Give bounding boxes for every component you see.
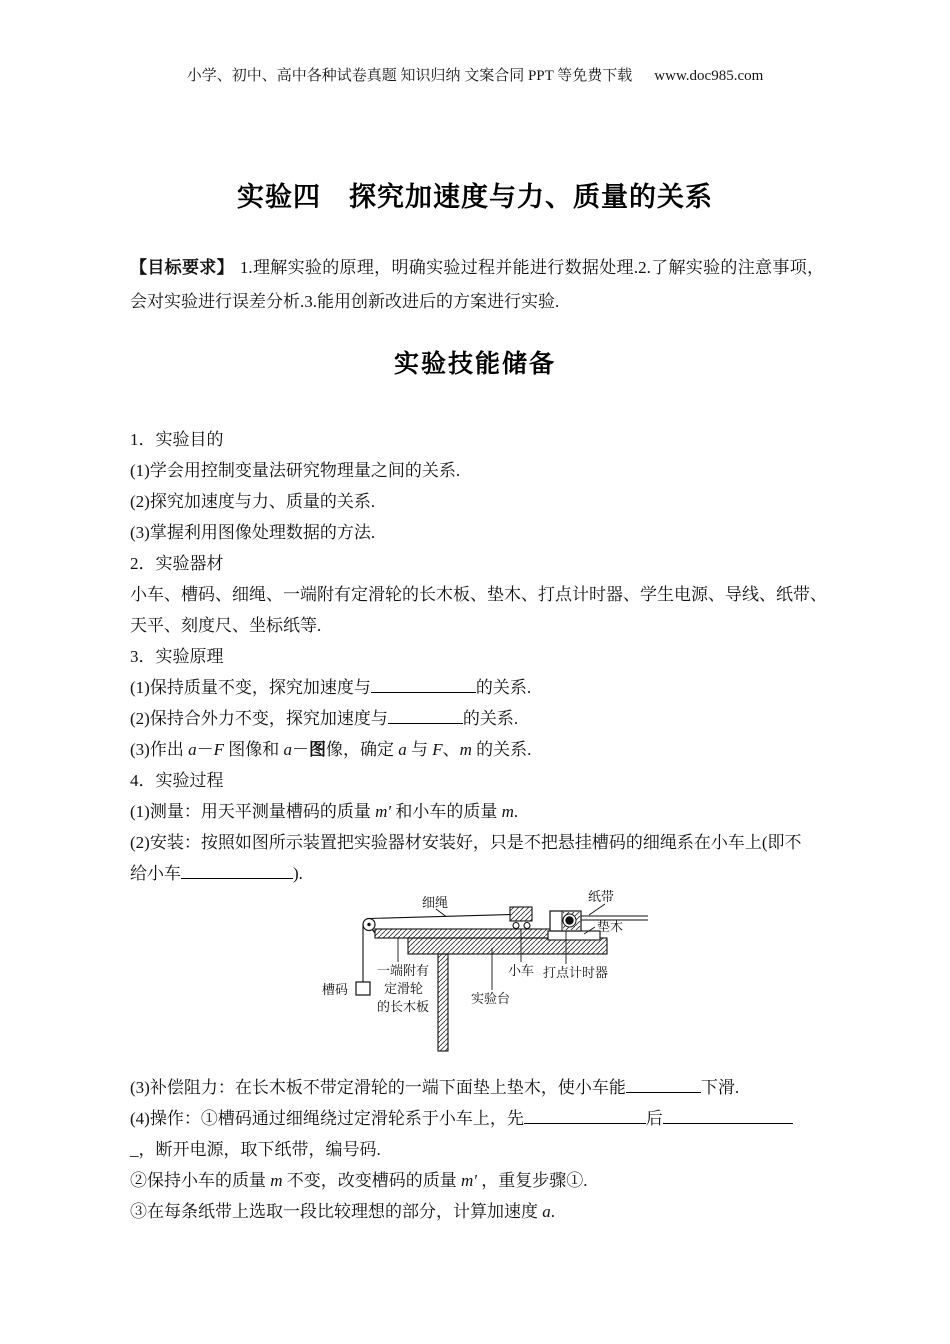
long-board bbox=[375, 929, 573, 938]
pad-label: 垫木 bbox=[597, 919, 624, 934]
section-heading: 实验技能储备 bbox=[393, 350, 556, 378]
body-line: (3)掌握利用图像处理数据的方法. bbox=[130, 523, 376, 542]
pulley-axle bbox=[367, 923, 370, 926]
body-line: (2)保持合外力不变，探究加速度与 的关系. bbox=[130, 703, 830, 734]
timer-label: 打点计时器 bbox=[543, 965, 609, 980]
body-block-upper bbox=[130, 424, 830, 889]
weight-label: 槽码 bbox=[322, 982, 349, 997]
slotted-weight bbox=[356, 982, 370, 995]
cart bbox=[510, 907, 532, 921]
body-line: (3)作出 a－F 图像和 a－图像，确定 a 与 F、m 的关系. bbox=[130, 740, 532, 759]
body-line: ③在每条纸带上选取一段比较理想的部分，计算加速度 a. bbox=[130, 1202, 555, 1221]
tape-label: 纸带 bbox=[588, 889, 615, 904]
body-line: (2)安装：按照如图所示装置把实验器材安装好，只是不把悬挂槽码的细绳系在小车上(即不 bbox=[130, 833, 802, 852]
body-line: 小车、槽码、细绳、一端附有定滑轮的长木板、垫木、打点计时器、学生电源、导线、纸带、 bbox=[130, 585, 827, 604]
body-line: (3)补偿阻力：在长木板不带定滑轮的一端下面垫上垫木，使小车能 下滑. bbox=[130, 1072, 830, 1103]
body-line: (1)测量：用天平测量槽码的质量 m′ 和小车的质量 m. bbox=[130, 802, 519, 821]
body-line: (1)保持质量不变，探究加速度与 的关系. bbox=[130, 672, 830, 703]
board-label-line1: 一端附有 bbox=[377, 963, 430, 978]
body-line: _，断开电源，取下纸带，编号码. bbox=[130, 1140, 381, 1159]
timer-reel-center bbox=[565, 916, 573, 924]
body-line: (1)学会用控制变量法研究物理量之间的关系. bbox=[130, 461, 461, 480]
body-line: ②保持小车的质量 m 不变，改变槽码的质量 m′ ，重复步骤①. bbox=[130, 1171, 588, 1190]
body-line: 2．实验器材 bbox=[130, 554, 224, 573]
body-line: 天平、刻度尺、坐标纸等. bbox=[130, 616, 322, 635]
bench-label: 实验台 bbox=[471, 991, 511, 1006]
objective-text: 1.理解实验的原理，明确实验过程并能进行数据处理.2.了解实验的注意事项，会对实验进行误差分析.3.能用创新改进后的方案进行实验. bbox=[130, 258, 825, 311]
board-label-line3: 的长木板 bbox=[377, 999, 430, 1014]
header-url: www.doc985.com bbox=[654, 68, 764, 84]
cart-label: 小车 bbox=[508, 963, 535, 978]
body-line: 给小车 ). bbox=[130, 858, 830, 889]
cart-wheel bbox=[513, 923, 519, 929]
page-title: 实验四 探究加速度与力、质量的关系 bbox=[237, 182, 713, 212]
string-line bbox=[369, 915, 510, 919]
header-text: 小学、初中、高中各种试卷真题 知识归纳 文案合同 PPT 等免费下载 bbox=[186, 68, 633, 84]
bench-leg bbox=[438, 954, 448, 1051]
body-line: 4．实验过程 bbox=[130, 771, 224, 790]
string-label: 细绳 bbox=[422, 895, 449, 910]
pad-block bbox=[548, 931, 600, 940]
body-line: 3．实验原理 bbox=[130, 647, 224, 666]
board-label-line2: 定滑轮 bbox=[384, 981, 424, 996]
apparatus-diagram bbox=[300, 886, 660, 1062]
page-header bbox=[0, 64, 950, 85]
body-block-lower bbox=[130, 1072, 830, 1227]
objective-label: 【目标要求】 bbox=[130, 258, 234, 277]
body-line: 1．实验目的 bbox=[130, 430, 224, 449]
body-line: (2)探究加速度与力、质量的关系. bbox=[130, 492, 376, 511]
leader-string bbox=[436, 909, 446, 917]
objective-paragraph bbox=[130, 251, 824, 319]
leader-tape bbox=[589, 904, 605, 915]
cart-wheel bbox=[524, 923, 530, 929]
body-line: (4)操作：①槽码通过细绳绕过定滑轮系于小车上，先 后 bbox=[130, 1103, 830, 1134]
